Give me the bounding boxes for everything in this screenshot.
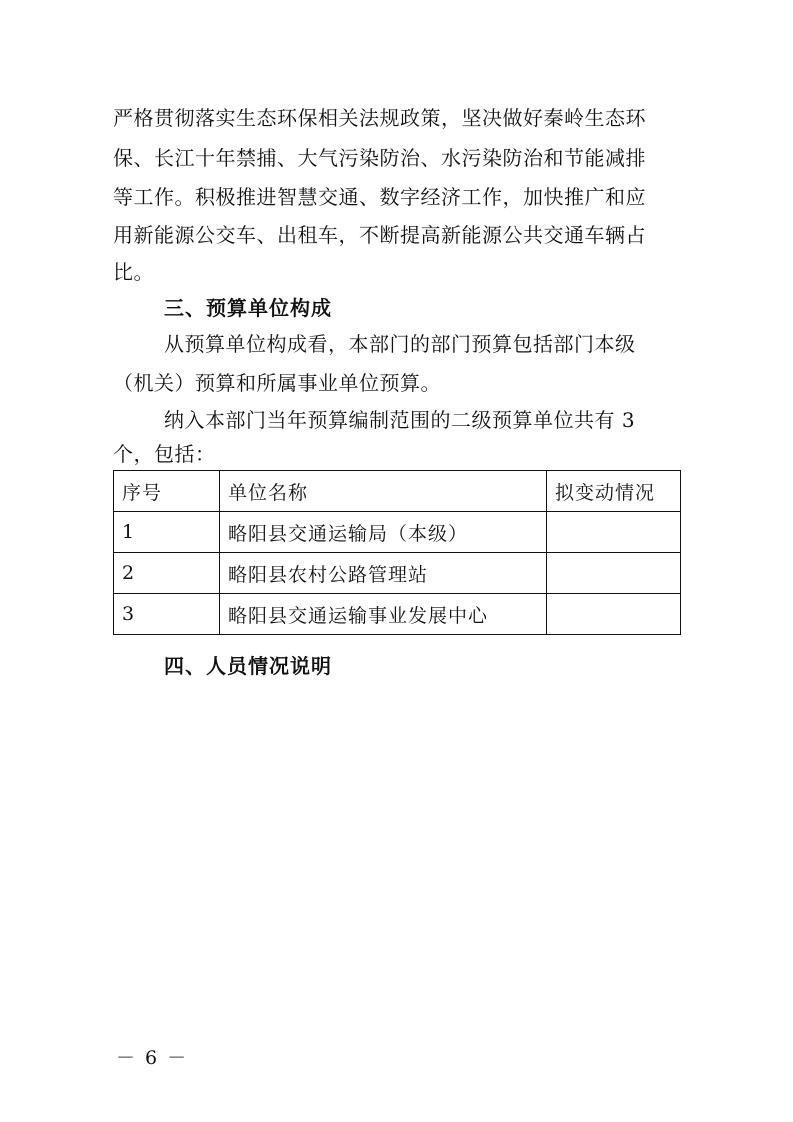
budget-units-table	[113, 470, 681, 635]
paragraph-line: 用新能源公交车、出租车，不断提高新能源公共交通车辆占	[113, 223, 646, 247]
table-row	[114, 512, 681, 553]
section-heading-budget-units: 三、预算单位构成	[164, 296, 332, 320]
paragraph-line: （机关）预算和所属事业单位预算。	[113, 371, 441, 395]
table-cell-index: 1	[114, 512, 220, 553]
table-cell-index: 3	[114, 594, 220, 635]
section-heading-staffing: 四、人员情况说明	[164, 654, 332, 678]
table-cell-index: 2	[114, 553, 220, 594]
paragraph-line: 纳入本部门当年预算编制范围的二级预算单位共有 3	[164, 408, 636, 432]
paragraph-line: 保、长江十年禁捕、大气污染防治、水污染防治和节能减排	[113, 146, 646, 170]
table-row	[114, 594, 681, 635]
table-header-row	[114, 471, 681, 512]
column-header-unit-name: 单位名称	[220, 471, 547, 512]
column-header-index: 序号	[114, 471, 220, 512]
table-cell-change-status	[547, 553, 681, 594]
paragraph-line: 等工作。积极推进智慧交通、数字经济工作，加快推广和应	[113, 185, 646, 209]
table-row	[114, 553, 681, 594]
table-cell-change-status	[547, 594, 681, 635]
paragraph-line: 从预算单位构成看，本部门的部门预算包括部门本级	[164, 332, 636, 356]
column-header-change-status: 拟变动情况	[547, 471, 681, 512]
paragraph-line: 个，包括：	[113, 442, 216, 466]
table-cell-unit-name: 略阳县农村公路管理站	[220, 553, 547, 594]
table-cell-unit-name: 略阳县交通运输事业发展中心	[220, 594, 547, 635]
paragraph-line: 严格贯彻落实生态环保相关法规政策，坚决做好秦岭生态环	[113, 106, 646, 130]
page-number: － 6 －	[116, 1047, 189, 1069]
paragraph-line: 比。	[113, 260, 154, 284]
table-cell-change-status	[547, 512, 681, 553]
table-cell-unit-name: 略阳县交通运输局（本级）	[220, 512, 547, 553]
